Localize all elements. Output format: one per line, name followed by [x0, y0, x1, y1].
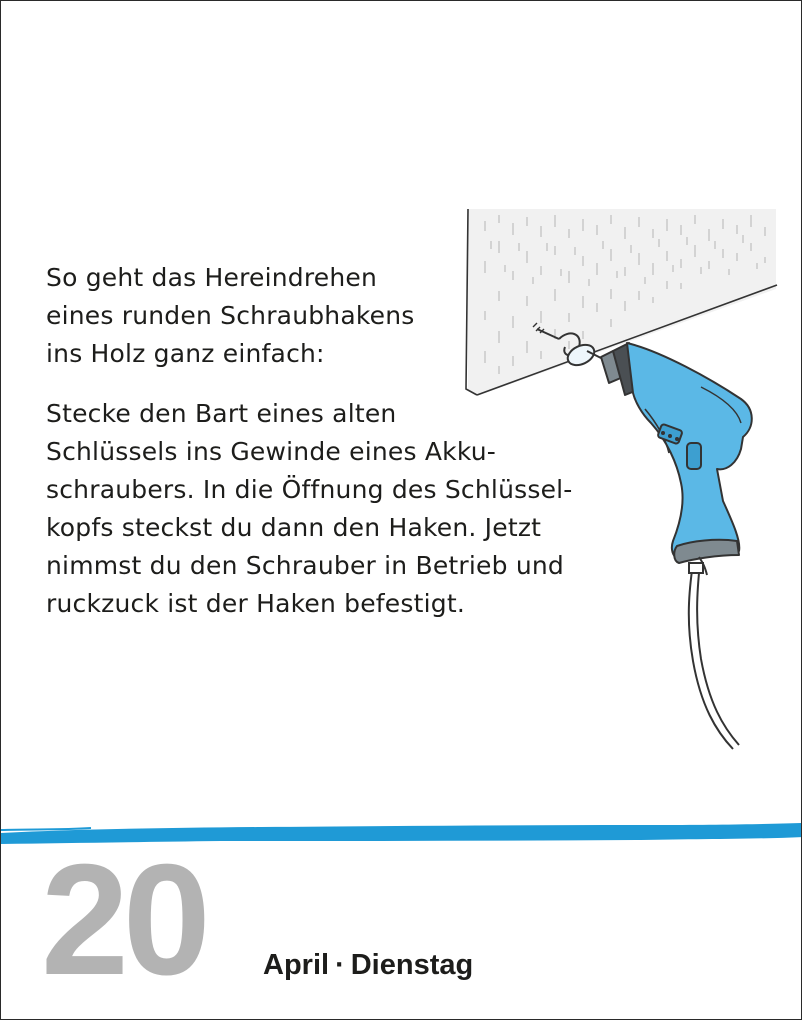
weekday-label: Dienstag: [350, 949, 474, 981]
tip-text: [46, 259, 646, 623]
intro-line: eines runden Schraubhakens: [46, 301, 415, 330]
body-line: schraubers. In die Öffnung des Schlüssel-: [46, 475, 573, 504]
body-line: Stecke den Bart eines alten: [46, 399, 397, 428]
intro-paragraph: [46, 259, 646, 373]
body-paragraph: [46, 395, 646, 623]
body-line: nimmst du den Schrauber in Betrieb und: [46, 551, 565, 580]
intro-line: ins Holz ganz einfach:: [46, 339, 325, 368]
power-cable: [689, 563, 739, 749]
day-number: 20: [41, 832, 205, 1008]
body-line: ruckzuck ist der Haken befestigt.: [46, 589, 465, 618]
intro-line: So geht das Hereindrehen: [46, 263, 378, 292]
month-label: April: [263, 949, 330, 981]
date-label: [263, 945, 473, 985]
date-separator: ·: [335, 949, 345, 981]
body-line: kopfs steckst du dann den Haken. Jetzt: [46, 513, 542, 542]
body-line: Schlüssels ins Gewinde eines Akku-: [46, 437, 497, 466]
